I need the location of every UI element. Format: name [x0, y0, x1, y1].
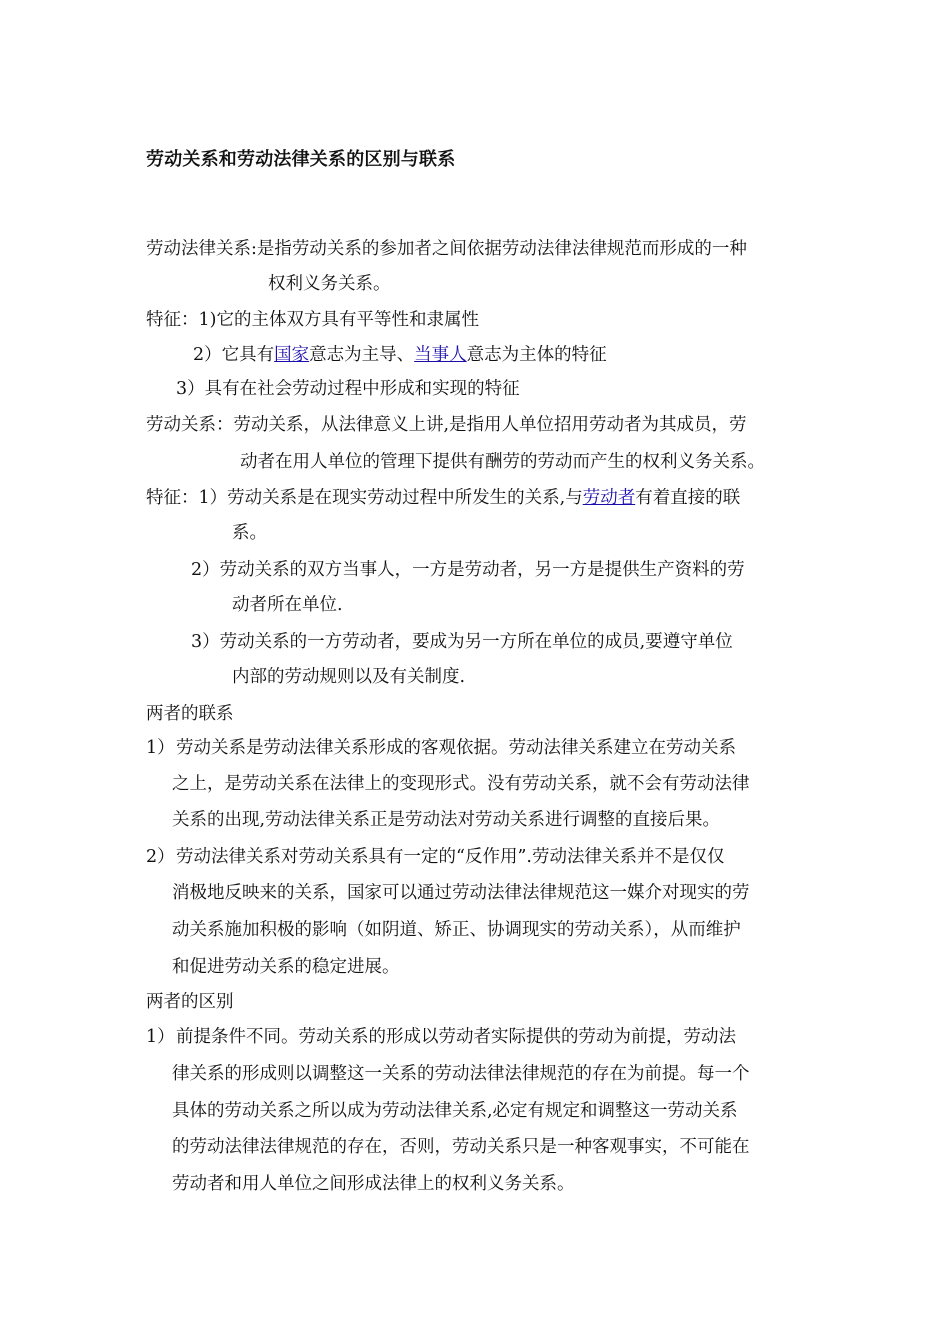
connection-item-1-line: 关系的出现,劳动法律关系正是劳动法对劳动关系进行调整的直接后果。 [172, 810, 721, 830]
connection-item-1-number: 1） [146, 738, 175, 758]
difference-item-1-line: 劳动者和用人单位之间形成法律上的权利义务关系。 [172, 1174, 575, 1194]
page-title: 劳动关系和劳动法律关系的区别与联系 [146, 149, 456, 170]
difference-item-1-line: 前提条件不同。劳动关系的形成以劳动者实际提供的劳动为前提，劳动法 [176, 1027, 736, 1047]
labor-feature-1-suffix: 有着直接的联 [635, 488, 741, 508]
connection-item-2-number: 2） [146, 847, 175, 867]
labor-relation-feature-2-cont: 动者所在单位. [232, 595, 343, 615]
labor-legal-relation-definition: 劳动法律关系:是指劳动关系的参加者之间依据劳动法律法律规范而形成的一种 [146, 239, 747, 259]
labor-legal-relation-feature-3: 3）具有在社会劳动过程中形成和实现的特征 [176, 379, 520, 399]
connection-item-2-line: 劳动法律关系对劳动关系具有一定的“反作用”.劳动法律关系并不是仅仅 [176, 847, 725, 867]
labor-legal-relation-feature-2 [193, 344, 607, 366]
connection-item-2-line: 消极地反映来的关系，国家可以通过劳动法律法律规范这一媒介对现实的劳 [172, 883, 750, 903]
labor-relation-feature-3: 3）劳动关系的一方劳动者，要成为另一方所在单位的成员,要遵守单位 [191, 632, 733, 652]
connection-item-1-line: 劳动关系是劳动法律关系形成的客观依据。劳动法律关系建立在劳动关系 [176, 738, 736, 758]
connection-item-2-line: 动关系施加积极的影响（如阴道、矫正、协调现实的劳动关系），从而维护 [172, 920, 741, 940]
labor-relation-feature-2: 2）劳动关系的双方当事人，一方是劳动者，另一方是提供生产资料的劳 [191, 560, 745, 580]
link-dangshiren[interactable]: 当事人 [414, 345, 467, 365]
difference-item-1-line: 律关系的形成则以调整这一关系的劳动法律法律规范的存在为前提。每一个 [172, 1064, 750, 1084]
difference-item-1-line: 具体的劳动关系之所以成为劳动法律关系,必定有规定和调整这一劳动关系 [172, 1101, 738, 1121]
labor-feature-1-prefix: 特征：1）劳动关系是在现实劳动过程中所发生的关系,与 [146, 488, 583, 508]
labor-relation-definition: 劳动关系：劳动关系，从法律意义上讲,是指用人单位招用劳动者为其成员，劳 [146, 415, 747, 435]
feature-2-middle: 意志为主导、 [309, 345, 415, 365]
labor-relation-feature-1 [146, 487, 740, 509]
link-laodongzhe[interactable]: 劳动者 [582, 488, 636, 508]
feature-2-suffix: 意志为主体的特征 [466, 345, 607, 365]
difference-item-1-line: 的劳动法律法律规范的存在，否则，劳动关系只是一种客观事实，不可能在 [172, 1137, 750, 1157]
connection-item-1-line: 之上，是劳动关系在法律上的变现形式。没有劳动关系，就不会有劳动法律 [172, 774, 750, 794]
labor-relation-feature-1-cont: 系。 [232, 523, 267, 543]
link-guojia[interactable]: 国家 [274, 345, 310, 365]
difference-item-1-number: 1） [146, 1027, 175, 1047]
feature-2-prefix: 2）它具有 [193, 345, 275, 365]
connection-heading: 两者的联系 [146, 704, 234, 724]
labor-relation-feature-3-cont: 内部的劳动规则以及有关制度. [232, 667, 466, 687]
labor-legal-relation-definition-cont: 权利义务关系。 [268, 274, 391, 294]
connection-item-2-line: 和促进劳动关系的稳定进展。 [172, 957, 400, 977]
labor-legal-relation-feature-1: 特征：1)它的主体双方具有平等性和隶属性 [146, 310, 479, 330]
labor-relation-definition-cont: 动者在用人单位的管理下提供有酬劳的劳动而产生的权利义务关系。 [240, 452, 765, 472]
difference-heading: 两者的区别 [146, 992, 234, 1012]
